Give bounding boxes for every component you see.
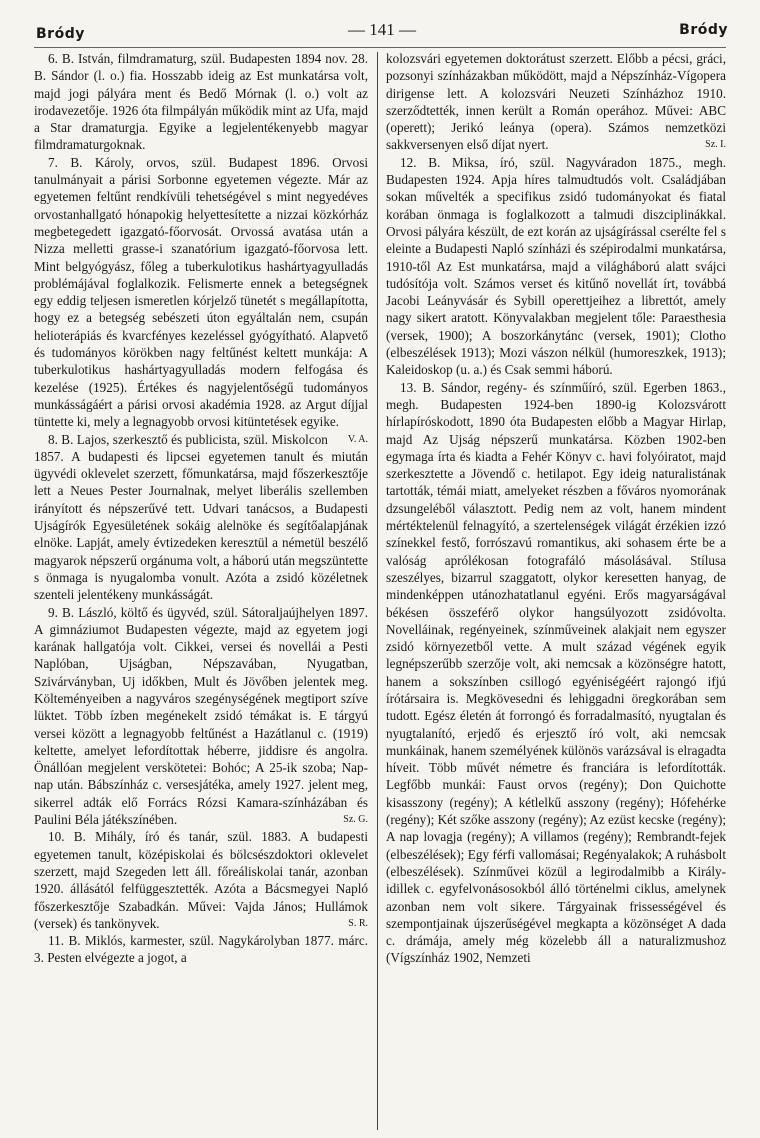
entry-text: kolozsvári egyetemen doktorátust szerzett. Előbb a pécsi, gráci, pozsonyi színházakban működött, majd a Népszínház-Vígopera dirigense lett. A kolozsvári Neuzeti Színházhoz 1910. szerződtették, innen került a Román operához. Művei: ABC (operett); Jerikó leánya (opera). Számos nemzetközi sakkversenyen első díjat nyert.	[386, 51, 726, 153]
entry-signature: V. A.	[347, 433, 368, 445]
page-number: — 141 —	[348, 20, 416, 39]
entry	[34, 50, 368, 154]
column-divider	[377, 52, 378, 1130]
entry-text: 12. B. Miksa, író, szül. Nagyváradon 1875., megh. Budapesten 1924. Apja híres talmudtudós volt. Családjában sokan művelték a specifikus zsidó tudományokat és fiatal korában önmaga is foglalkozott a talmudi diszciplinákkal. Orvosi pályára készült, de ezt korán az ujságírással cserélte fel s eleinte a Budapesti Napló színházi és szépirodalmi munkatársa, 1910-től Az Est munkatársa, majd a világháború alatt svájci tudósítója volt. Számos verset és kitűnő novellát írt, továbbá Jacobi Leányvásár és Sybill operettjeihez a librettót, amely nagy sikert aratott. Könyvalakban megjelent tőle: Paraesthesia (versek, 1900); A boszorkánytánc (versek, 1901); Clotho (elbeszélések 1913); Mozi vászon nélkül (humoreszkek, 1913); Kaleidoskop (u. a.) és Csak semmi háború.	[386, 154, 726, 378]
entry-continued	[386, 50, 726, 154]
entry	[34, 604, 368, 829]
entry-signature: Sz. G.	[343, 814, 368, 826]
entry-text: 7. B. Károly, orvos, szül. Budapest 1896. Orvosi tanulmányait a párisi Sorbonne egyetemen végezte. Már az egyetemen feltűnt rendkívüli tehetségével s mint negyedéves orvostanhallgató hónapokig helyettesítette a nizzai közkórház megbetegedett igazgató-főorvosát. Orvossá avatása után a Nizza melletti grasse-i szanatórium igazgató-főorvosa lett. Mint belgyógyász, főleg a tuberkulotikus hashártyagyulladás problémájával foglalkozik. Felismerte ennek a betegségnek egy eddig teljesen ismeretlen kórjelző tünetét s megállapította, hogy ez a betegség sebészeti úton egyáltalán nem, csupán helioterápiás és kvarcfényes kezeléssel gyógyítható. Alapvető és tudományos körökben nagy feltűnést keltett munkája: A tuberkulotikus hashártyagyulladás modern felfogása és kezelése (1925). Értékes és nagyjelentőségű tudományos munkásságáért a párisi orvosi akadémia 1928. az Argut díjjal tüntette ki, mely a legnagyobb orvosi kitüntetések egyike.	[34, 154, 368, 430]
entry	[34, 154, 368, 445]
page-header	[36, 20, 728, 44]
header-right-keyword: Bródy	[679, 22, 728, 38]
entry-signature: S. R.	[348, 917, 368, 929]
entry-text: 6. B. István, filmdramaturg, szül. Budapesten 1894 nov. 28. B. Sándor (l. o.) fia. Hosszabb ideig az Est munkatársa volt, majd jogi pályára ment és Bedő Mórnak (l. o.) volt az irodavezetője. 1926 óta filmpályán működik mint az Ufa, majd a Star dramaturgja. Egyike a legjelentékenyebb magyar filmdramaturgoknak.	[34, 51, 368, 153]
entry	[34, 828, 368, 932]
entry-text: 8. B. Lajos, szerkesztő és publicista, szül. Miskolcon 1857. A budapesti és lipcsei egyetemen tanult és miután ügyvédi oklevelet szerzett, főmunkatársa, majd főszerkesztője lett a Neues Pester Journalnak, melyet liberális szellemben irányított és népszerűvé tett. Udvari tanácsos, a Budapesti Ujságírók Egyesületének sokáig alelnöke és segítőalapjának elnöke. Lapját, amely évtizedeken keresztül a németül beszélő magyarok népszerű orgánuma volt, a háború után megszüntette s önmaga is nyugalomba vonult. Azóta a zsidó közéletnek szenteli jelentékeny munkásságát.	[34, 431, 368, 603]
entry-text: 11. B. Miklós, karmester, szül. Nagykárolyban 1877. márc. 3. Pesten elvégezte a jogot, a	[34, 933, 368, 966]
left-column	[34, 50, 368, 1130]
entry	[386, 379, 726, 967]
entry	[34, 431, 368, 604]
entry	[386, 154, 726, 379]
header-left-keyword: Bródy	[36, 26, 85, 42]
header-rule	[34, 47, 726, 48]
entry-text: 13. B. Sándor, regény- és színműíró, szül. Egerben 1863., megh. Budapesten 1924-ben 1890-ig Kolozsvárott hírlapíróskodott, 1890 óta Budapesten előbb a Magyar Hirlap, majd Az Ujság népszerű munkatársa. Közben 1902-ben egymaga írta és kiadta a Fehér Könyv c. havi folyóiratot, majd szerkesztette a Jövendő c. hetilapot. Egy ideig naturalistának tartották, témái miatt, amelyeket részben a főváros nyomorának dzsungeléből választott. Pedig nem az volt, hanem mindent mértéktelenül felnagyító, a szertelenségek világát érzékien izzó színekkel festő, forrószavú romantikus, aki sohasem érte be a valóság aprólékosan fotografáló másolásával. Stílusa szeszélyes, bizarrul szaggatott, olykor keresetten hanyag, de mindenképpen utánozhatatlanul egyéni. Erős magyarságával békésen összeférő olykor hangsúlyozott zsidóvolta. Novelláinak, regényeinek, színműveinek alakjait nem egyszer zsidó környezetből vette. A mult század végének egyik legnépszerűbb szerzője volt, aki nemcsak a közönségre hatott, hanem a sokszínben csillogó egyéniségéért rajongó ifjú írótársaira is. Megkövesedni és lehiggadni öregkorában sem tudott. Egész életén át forrongó és forradalmasító, nyugtalan és nyugtalanító, erjedő és erjesztő író volt, aki nemcsak munkáinak, hanem személyének különös varázsával is elragadta híveit. Több művét németre és franciára is lefordították. Legfőbb munkái: Faust orvos (regény); Don Quichotte kisasszony (regény); A kétlelkű asszony (regény); Hófehérke (regény); Két szőke asszony (regény); Az ezüst kecske (regény); A nap lovagja (regény); A villamos (regény); Rembrandt-fejek (elbeszélések); Egy férfi vallomásai; Regényalakok; A ruhásbolt (elbeszélések). Színművei közül a legirodalmibb a Király-idillek c. egyfelvonásosokból álló történelmi ciklus, amelynek azonban nem volt sikere. Tárgyainak frissességével és szempontjainak újszerűségével megkapta a közönséget A dada c. drámája, amely még közelebb áll a naturalizmushoz (Vígszínház 1902, Nemzeti	[386, 379, 726, 966]
entry-text: 10. B. Mihály, író és tanár, szül. 1883. A budapesti egyetemen tanult, középiskolai és bölcsészdoktori oklevelet szerzett, majd Szegeden lett áll. főreáliskolai tanár, azonban 1920. állásától felfüggesztették. Azóta a Bácsmegyei Napló főszerkesztője Szabadkán. Művei: Vajda János; Hullámok (versek) és tankönyvek.	[34, 829, 368, 931]
right-column	[386, 50, 726, 1130]
entry-signature: Sz. I.	[705, 139, 726, 151]
entry	[34, 932, 368, 967]
entry-text: 9. B. László, költő és ügyvéd, szül. Sátoraljaújhelyen 1897. A gimnáziumot Budapesten végezte, majd az egyetem jogi karának hallgatója volt. Cikkei, versei és novellái a Pesti Naplóban, Ujságban, Népszavában, Nyugatban, Szivárványban, Uj időkben, Mult és Jövőben jelentek meg. Költeményeiben a nagyváros szegénységének megtiport szíve lüktet. Több ízben megénekelt zsidó témákat is. E tárgyú versei között a legnagyobb feltűnést a Hazátlanul c. (1919) keltette, amelyet lefordítottak héberre, jiddisre és angolra. Önállóan megjelent verskötetei: Bohóc; A 25-ik szoba; Nap-nap után. Bábszínház c. versesjátéka, amely 1927. jelent meg, sikerrel adták elő Forrács Rózsi Kamara-színházában és Paulini Béla játékszínében.	[34, 604, 368, 828]
